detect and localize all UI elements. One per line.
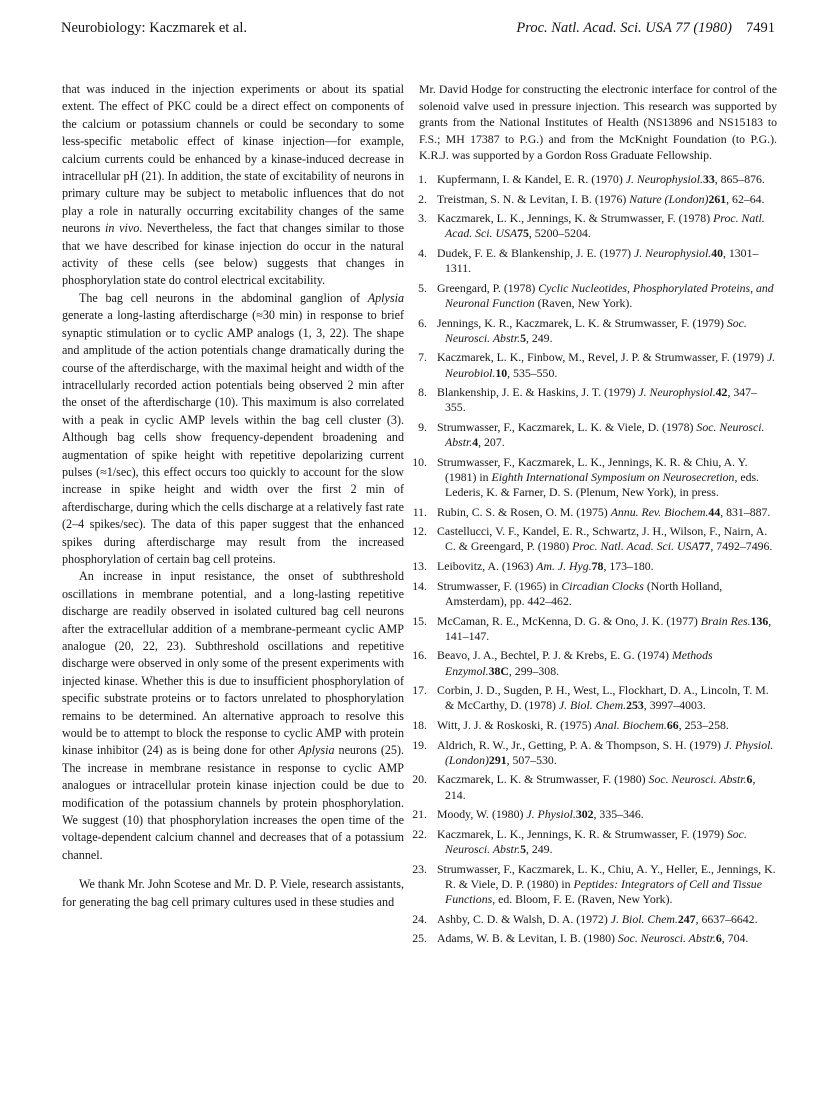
reference-pages: , 253–258.: [678, 717, 729, 732]
reference-authors: Treistman, S. N. & Levitan, I. B. (1976): [437, 191, 630, 206]
reference-number: 6.: [418, 315, 427, 330]
reference-volume: 291: [488, 752, 507, 767]
reference-journal: J. Biol. Chem.: [610, 911, 678, 926]
reference-item: [412, 648, 777, 678]
reference-authors: Greengard, P. (1978): [437, 280, 539, 295]
reference-journal: Anal. Biochem.: [594, 717, 667, 732]
reference-number: 3.: [418, 211, 427, 226]
reference-authors: McCaman, R. E., McKenna, D. G. & Ono, J. K. (1977): [437, 613, 701, 628]
reference-pages: , 7492–7496.: [710, 539, 773, 554]
reference-number: 19.: [412, 737, 427, 752]
reference-authors: Aldrich, R. W., Jr., Getting, P. A. & Thompson, S. H. (1979): [437, 737, 724, 752]
reference-journal: Soc. Neurosci. Abstr.: [445, 315, 747, 345]
reference-journal: Proc. Natl. Acad. Sci. USA: [572, 539, 699, 554]
reference-authors: Leibovitz, A. (1963): [437, 559, 537, 574]
reference-journal: J. Neurophysiol.: [625, 171, 703, 186]
reference-number: 23.: [412, 861, 427, 876]
left-column: [62, 81, 404, 911]
reference-pages: (North Holland, Amsterdam), pp. 442–462.: [445, 578, 723, 608]
reference-volume: 44: [708, 504, 721, 519]
reference-number: 15.: [412, 613, 427, 628]
reference-number: 11.: [412, 504, 427, 519]
reference-pages: , 141–147.: [445, 613, 772, 643]
reference-authors: Rubin, C. S. & Rosen, O. M. (1975): [437, 504, 611, 519]
reference-number: 10.: [412, 454, 427, 469]
reference-pages: , 831–887.: [720, 504, 771, 519]
reference-authors: Strumwasser, F., Kaczmarek, L. K. & Viele, D. (1978): [437, 420, 697, 435]
reference-pages: , 865–876.: [714, 171, 765, 186]
reference-item: [412, 931, 777, 946]
reference-authors: Strumwasser, F., Kaczmarek, L. K., Jennings, K. R. & Chiu, A. Y. (1981) in: [437, 454, 748, 484]
reference-pages: , 249.: [525, 330, 553, 345]
reference-journal: Cyclic Nucleotides, Phosphorylated Proteins, and Neuronal Function: [445, 280, 774, 310]
reference-item: [419, 172, 777, 187]
reference-journal: J. Neurophysiol.: [638, 385, 716, 400]
reference-authors: Kaczmarek, L. K., Jennings, K. R. & Strumwasser, F. (1979): [437, 826, 727, 841]
reference-item: [419, 420, 777, 450]
reference-authors: Dudek, F. E. & Blankenship, J. E. (1977): [437, 246, 634, 261]
running-head: Neurobiology: Kaczmarek et al.: [61, 20, 248, 36]
reference-volume: 5: [520, 842, 526, 856]
reference-authors: Kaczmarek, L. K., Jennings, K. & Strumwasser, F. (1978): [437, 211, 714, 226]
reference-journal: Eighth International Symposium on Neurosecretion: [491, 469, 735, 484]
reference-pages: , 704.: [721, 931, 749, 946]
reference-pages: , 6637–6642.: [695, 911, 758, 926]
reference-volume: 136: [750, 613, 769, 628]
discussion-paragraph-3: An increase in input resistance, the onset of subthreshold oscillations in membrane potential, and a long-lasting repetitive discharge are readily observed in isolated cultured bag cell neurons after the extracellular addition of a membrane-permeant cyclic AMP analogue (20, 22, 23). Subthreshold oscillations and repetitive discharge were observed in only some of the present experiments with injected kinase. Whether this is due to insufficient phosphorylation of specific substrate proteins or to factors unrelated to phosphorylation remains to be determined. An alternative approach to resolve this would be to attempt to block the response to cyclic AMP with protein kinase inhibitor (24) as is being done for other Aplysia neurons (25). The increase in membrane resistance in response to cyclic AMP analogues or intracellular protein kinase injection could be due to modification of the potassium channels by protein phosphorylation. We suggest (10) that phosphorylation increases the open time of the voltage-dependent calcium channel and decreases that of a potassium channel.: [62, 569, 404, 862]
reference-volume: 6: [746, 772, 753, 787]
reference-authors: Kupfermann, I. & Kandel, E. R. (1970): [437, 171, 626, 186]
reference-volume: 33: [702, 171, 715, 186]
reference-number: 14.: [412, 578, 427, 593]
reference-journal: Nature (London): [629, 191, 709, 206]
reference-item: [412, 504, 777, 520]
reference-authors: Blankenship, J. E. & Haskins, J. T. (1979): [437, 385, 639, 400]
reference-authors: Beavo, J. A., Bechtel, P. J. & Krebs, E. G. (1974): [437, 648, 672, 663]
reference-pages: , 299–308.: [508, 663, 560, 678]
reference-volume: 5: [520, 330, 526, 345]
reference-number: 5.: [418, 280, 427, 295]
reference-authors: Kaczmarek, L. K. & Strumwasser, F. (1980): [437, 772, 649, 787]
reference-number: 9.: [418, 420, 427, 435]
reference-item: [419, 246, 777, 276]
reference-number: 8.: [418, 385, 427, 400]
reference-number: 1.: [418, 171, 427, 186]
reference-pages: (Raven, New York).: [534, 296, 633, 310]
reference-item: [412, 683, 777, 713]
reference-journal: J. Biol. Chem.: [558, 698, 627, 713]
reference-number: 20.: [412, 772, 427, 787]
reference-item: [412, 772, 777, 802]
reference-journal: Proc. Natl. Acad. Sci. USA: [445, 211, 765, 241]
reference-pages: , ed. Bloom, F. E. (Raven, New York).: [492, 891, 673, 906]
reference-item: [419, 350, 777, 380]
reference-pages: , 3997–4003.: [643, 698, 706, 713]
reference-volume: 261: [708, 191, 727, 206]
reference-item: [419, 211, 777, 241]
reference-authors: Corbin, J. D., Sugden, P. H., West, L., Flockhart, D. A., Lincoln, T. M. & McCarthy, D. (1978): [437, 683, 769, 713]
reference-volume: 247: [677, 911, 696, 926]
reference-item: [412, 578, 777, 609]
reference-journal: Soc. Neurosci. Abstr.: [445, 420, 765, 450]
reference-volume: 66: [666, 717, 679, 732]
reference-authors: Kaczmarek, L. K., Finbow, M., Revel, J. P. & Strumwasser, F. (1979): [437, 350, 768, 365]
reference-item: [412, 454, 777, 500]
reference-item: [412, 613, 777, 644]
reference-pages: , 507–530.: [506, 752, 557, 767]
reference-authors: Moody, W. (1980): [437, 807, 527, 822]
reference-pages: , 347–355.: [445, 385, 757, 415]
reference-pages: , 5200–5204.: [528, 226, 591, 241]
page-number: 7491: [746, 20, 775, 36]
reference-authors: Strumwasser, F., Kaczmarek, L. K., Chiu, A. Y., Heller, E., Jennings, K. R. & Viele, D. P. (1980) in: [437, 861, 776, 891]
reference-authors: Adams, W. B. & Levitan, I. B. (1980): [437, 931, 618, 946]
reference-number: 21.: [412, 807, 427, 822]
reference-item: [412, 807, 777, 822]
reference-journal: Soc. Neurosci. Abstr.: [617, 931, 716, 946]
reference-number: 24.: [412, 911, 427, 926]
reference-journal: Am. J. Hyg.: [536, 559, 592, 574]
reference-number: 17.: [412, 683, 427, 698]
reference-authors: Jennings, K. R., Kaczmarek, L. K. & Strumwasser, F. (1979): [437, 315, 727, 330]
reference-pages: , eds. Lederis, K. & Farner, D. S. (Plenum, New York), in press.: [445, 469, 760, 499]
reference-number: 16.: [412, 648, 427, 663]
reference-volume: 4: [472, 435, 479, 450]
reference-pages: , 535–550.: [507, 365, 558, 380]
reference-pages: , 173–180.: [603, 559, 654, 574]
reference-item: [419, 281, 777, 311]
reference-volume: 75: [517, 226, 529, 241]
reference-journal: J. Neurophysiol.: [633, 246, 712, 261]
reference-item: [412, 559, 777, 574]
reference-authors: Strumwasser, F. (1965) in: [437, 578, 562, 593]
reference-journal: Methods Enzymol.: [445, 648, 713, 678]
reference-item: [419, 316, 777, 346]
reference-pages: , 1301–1311.: [445, 246, 759, 276]
reference-item: [419, 192, 777, 207]
reference-item: [412, 717, 777, 733]
reference-pages: , 335–346.: [593, 807, 644, 822]
reference-list: [412, 171, 777, 946]
reference-pages: , 214.: [445, 772, 756, 802]
reference-volume: 10: [495, 365, 508, 380]
acknowledgments-continued: Mr. David Hodge for constructing the electronic interface for control of the solenoid valve used in pressure injection. This research was supported by grants from the National Institutes of Health (NS13896 and NS15183 to F.S.; MH 17387 to P.G.) and from the McKnight Foundation (to P.G.). K.R.J. was supported by a Gordon Ross Graduate Fellowship.: [419, 82, 777, 163]
reference-number: 13.: [412, 559, 427, 574]
reference-authors: Witt, J. J. & Roskoski, R. (1975): [437, 717, 595, 732]
reference-number: 12.: [412, 524, 427, 539]
reference-number: 7.: [418, 350, 427, 365]
reference-volume: 6: [715, 931, 722, 946]
reference-number: 18.: [412, 717, 427, 732]
acknowledgments: We thank Mr. John Scotese and Mr. D. P. Viele, research assistants, for generating the bag cell primary cultures used in these studies and: [62, 877, 404, 909]
reference-journal: Circadian Clocks: [561, 578, 644, 593]
reference-pages: , 62–64.: [726, 191, 765, 206]
reference-item: [419, 385, 777, 415]
reference-pages: , 207.: [478, 435, 505, 450]
reference-volume: 253: [626, 698, 644, 713]
journal-name: Proc. Natl. Acad. Sci. USA 77 (1980): [516, 20, 732, 36]
reference-authors: Ashby, C. D. & Walsh, D. A. (1972): [437, 911, 611, 926]
reference-journal: J. Neurobiol.: [445, 350, 776, 380]
reference-journal: Soc. Neurosci. Abstr.: [648, 772, 747, 787]
reference-item: [412, 911, 777, 927]
reference-item: [412, 737, 777, 768]
reference-journal: Brain Res.: [700, 613, 751, 628]
reference-authors: Castellucci, V. F., Kandel, E. R., Schwartz, J. H., Wilson, F., Nairn, A. C. & Greengard, P. (1980): [437, 524, 768, 554]
reference-volume: 38C: [488, 663, 509, 678]
page-header: [0, 20, 816, 44]
reference-number: 2.: [418, 191, 427, 206]
reference-journal: J. Physiol.: [526, 807, 576, 822]
right-column: [412, 81, 777, 951]
reference-number: 22.: [412, 826, 427, 841]
discussion-paragraph-1: that was induced in the injection experiments or about its spatial extent. The effect of PKC could be a direct effect on components of the calcium or potassium channels or could be secondary to some less-specific metabolic effect of kinase injection—for example, calcium currents could be enhanced by a kinase-induced decrease in intracellular pH (21). In addition, the state of excitability of neurons in primary culture may be subject to metabolic influences that do not play a role in naturally occurring excitability changes of the same neurons in vivo. Nevertheless, the fact that changes similar to those that we have described for kinase injection do occur in the natural activity of these cells (see below) suggests that changes in phosphorylation state do control electrical excitability.: [62, 82, 405, 288]
journal-citation-header: [516, 20, 775, 37]
reference-item: [412, 861, 777, 907]
reference-number: 25.: [412, 931, 427, 946]
reference-volume: 40: [711, 246, 723, 261]
reference-item: [412, 826, 777, 857]
reference-number: 4.: [418, 246, 427, 261]
reference-journal: Peptides: Integrators of Cell and Tissue Functions: [445, 876, 762, 906]
discussion-paragraph-2: The bag cell neurons in the abdominal ganglion of Aplysia generate a long-lasting afterdischarge (≈30 min) in response to brief synaptic stimulation or to cyclic AMP analogs (1, 3, 22). The shape and amplitude of the action potentials change dramatically during the course of the afterdischarge, with the maximal height and width of the intracellularly recorded action potentials being observed 2 min after the onset of the afterdischarge (10). This maximum is also correlated with a peak in cyclic AMP levels within the bag cell cluster (3). Although bag cells show frequency-dependent broadening and augmentation of spike height with repetitive depolarizing current pulses (≈1/sec), this effect occurs too quickly to account for the slow increase in spike height and width over the first 2 min of afterdischarge, during which the cells discharge at a relatively fast rate (2–4 spikes/sec). The data of this paper suggest that the enhanced spikes during afterdischarge may result from the increased phosphorylation of certain bag cell proteins.: [62, 290, 404, 566]
reference-journal: Annu. Rev. Biochem.: [610, 504, 709, 519]
reference-journal: Soc. Neurosci. Abstr.: [445, 826, 747, 856]
reference-volume: 42: [715, 385, 728, 400]
reference-journal: J. Physiol. (London): [445, 737, 774, 767]
reference-volume: 302: [575, 807, 594, 822]
reference-volume: 77: [698, 539, 711, 554]
reference-pages: , 249.: [525, 842, 553, 856]
reference-volume: 78: [591, 559, 604, 574]
reference-item: [412, 524, 777, 554]
